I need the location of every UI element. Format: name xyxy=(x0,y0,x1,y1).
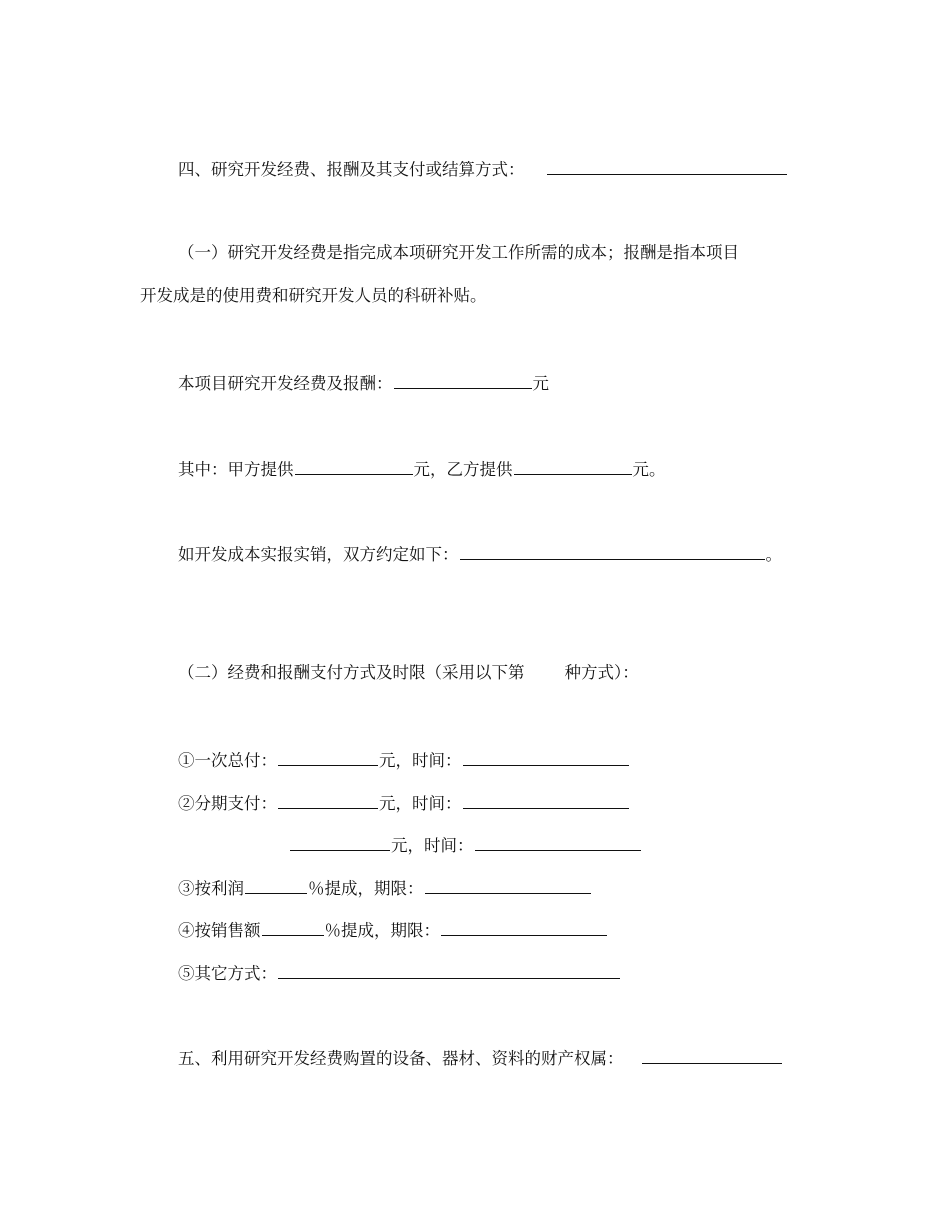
option1-label: ①一次总付： xyxy=(178,751,277,770)
option2-yuan-time: 元，时间： xyxy=(379,794,462,813)
section5-heading xyxy=(178,1047,783,1069)
option4-row xyxy=(178,919,608,941)
option5-label: ⑤其它方式： xyxy=(178,964,277,983)
option2-row2 xyxy=(289,834,642,856)
option4-pre: ④按销售额 xyxy=(178,921,261,940)
option2-yuan-time-2: 元，时间： xyxy=(391,836,474,855)
option3-pre: ③按利润 xyxy=(178,879,244,898)
option2-time-blank[interactable] xyxy=(463,792,629,809)
option4-post: ％提成，期限： xyxy=(324,921,440,940)
option1-yuan-time: 元，时间： xyxy=(379,751,462,770)
option3-row xyxy=(178,877,592,899)
option4-term-blank[interactable] xyxy=(441,919,607,936)
total-fee-unit: 元 xyxy=(532,374,549,393)
option1-time-blank[interactable] xyxy=(463,749,629,766)
option1-amount-blank[interactable] xyxy=(278,749,378,766)
option2-row xyxy=(178,792,630,814)
option3-percent-blank[interactable] xyxy=(245,877,307,894)
option2-time2-blank[interactable] xyxy=(475,834,641,851)
reimburse-row xyxy=(178,543,782,565)
total-fee-blank[interactable] xyxy=(394,372,532,389)
reimburse-blank[interactable] xyxy=(460,543,765,560)
property-rights-blank[interactable] xyxy=(642,1047,782,1064)
option1-row xyxy=(178,749,630,771)
party-a-label: 其中：甲方提供 xyxy=(178,460,294,479)
party-b-blank[interactable] xyxy=(514,458,632,475)
reimburse-label: 如开发成本实报实销，双方约定如下： xyxy=(178,545,459,564)
party-b-label: 元，乙方提供 xyxy=(413,460,513,479)
option3-post: ％提成，期限： xyxy=(308,879,424,898)
option2-amount2-blank[interactable] xyxy=(290,834,390,851)
option3-term-blank[interactable] xyxy=(425,877,591,894)
option2-label: ②分期支付： xyxy=(178,794,277,813)
total-fee-row xyxy=(178,372,549,394)
clause1-line2: 开发成是的使用费和研究开发人员的科研补贴。 xyxy=(140,286,487,305)
option2-amount-blank[interactable] xyxy=(278,792,378,809)
section4-title: 四、研究开发经费、报酬及其支付或结算方式： xyxy=(178,160,525,179)
option5-blank[interactable] xyxy=(278,962,620,979)
split-fee-row xyxy=(178,458,666,480)
option5-row xyxy=(178,962,621,984)
clause2-post: 种方式）： xyxy=(564,663,639,682)
clause2-pre: （二）经费和报酬支付方式及时限（采用以下第 xyxy=(178,663,525,682)
section4-heading xyxy=(178,158,788,180)
reimburse-end: 。 xyxy=(765,545,782,564)
party-a-blank[interactable] xyxy=(295,458,413,475)
option4-percent-blank[interactable] xyxy=(262,919,324,936)
clause1-line1: （一）研究开发经费是指完成本项研究开发工作所需的成本；报酬是指本项目 xyxy=(178,243,739,262)
split-end: 元。 xyxy=(632,460,666,479)
payment-method-blank[interactable] xyxy=(547,158,787,175)
total-fee-label: 本项目研究开发经费及报酬： xyxy=(178,374,393,393)
clause2-row xyxy=(178,663,639,683)
section5-title: 五、利用研究开发经费购置的设备、器材、资料的财产权属： xyxy=(178,1049,624,1068)
